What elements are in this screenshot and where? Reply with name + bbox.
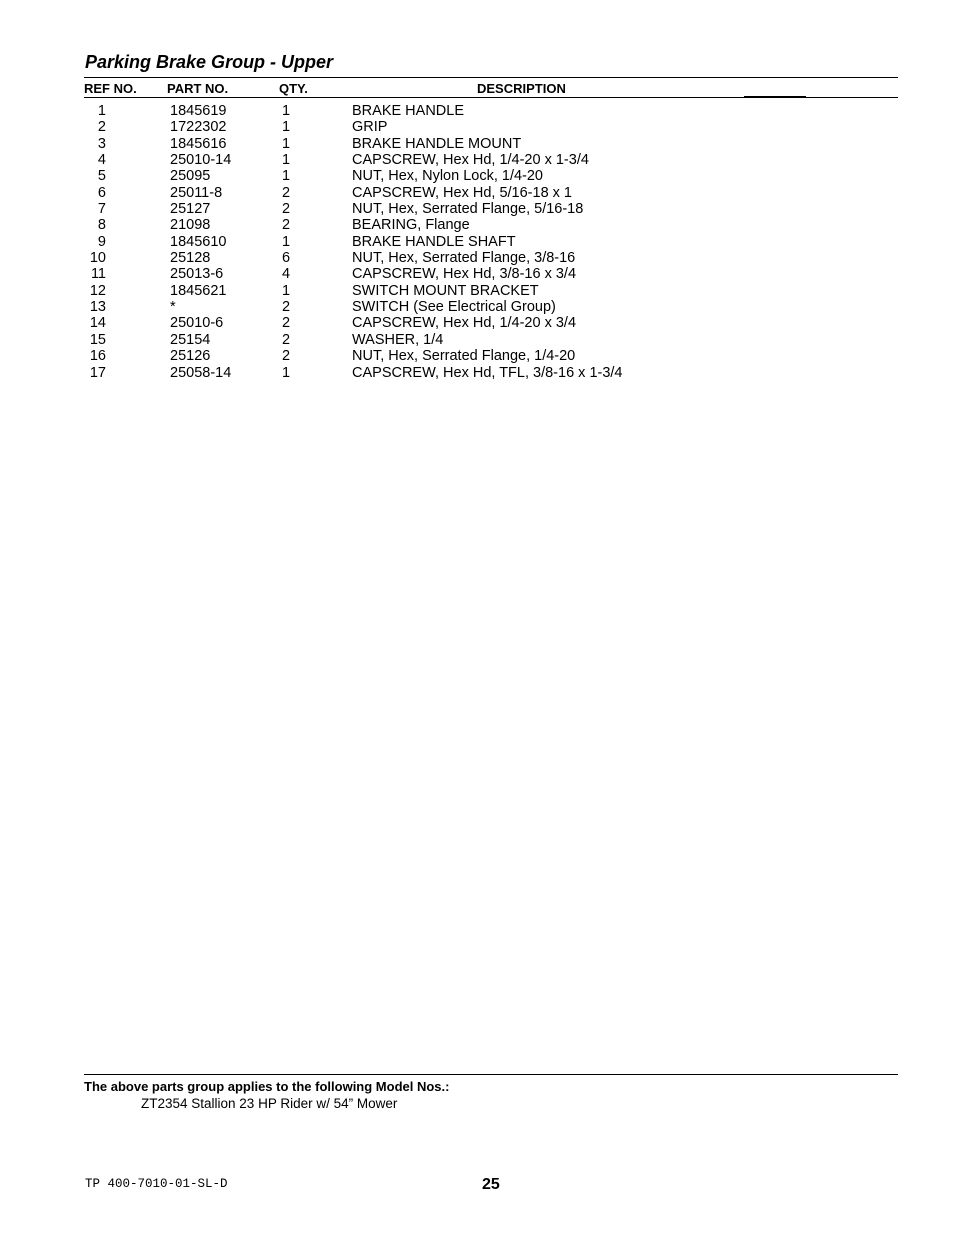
table-row (0, 217, 954, 233)
parts-table (0, 103, 954, 381)
description-cell: NUT, Hex, Serrated Flange, 3/8-16 (352, 250, 576, 267)
description-cell: CAPSCREW, Hex Hd, 5/16-18 x 1 (352, 184, 572, 201)
column-header-description: DESCRIPTION (477, 81, 566, 96)
qty-cell: 2 (282, 348, 291, 365)
part-no-cell: 25010-6 (170, 315, 224, 332)
description-cell: SWITCH (See Electrical Group) (352, 299, 556, 316)
description-cell: CAPSCREW, Hex Hd, 1/4-20 x 1-3/4 (352, 152, 589, 169)
qty-cell: 2 (282, 201, 291, 218)
ref-no-cell: 15 (89, 331, 106, 348)
table-row (0, 234, 954, 250)
ref-no-cell: 16 (89, 348, 106, 365)
table-row (0, 103, 954, 119)
ref-no-cell: 5 (97, 168, 106, 185)
table-row (0, 136, 954, 152)
qty-cell: 2 (282, 299, 291, 316)
page-title: Parking Brake Group - Upper (85, 52, 334, 72)
qty-cell: 1 (282, 152, 291, 169)
qty-cell: 4 (282, 266, 291, 283)
qty-cell: 2 (282, 184, 291, 201)
column-header-part-no: PART NO. (167, 81, 229, 96)
qty-cell: 1 (282, 364, 291, 381)
qty-cell: 2 (282, 315, 291, 332)
document-code: TP 400-7010-01-SL-D (85, 1177, 228, 1191)
description-cell: BRAKE HANDLE MOUNT (352, 135, 522, 152)
part-no-cell: 21098 (170, 217, 211, 234)
qty-cell: 1 (282, 135, 291, 152)
table-row (0, 299, 954, 315)
description-cell: CAPSCREW, Hex Hd, 1/4-20 x 3/4 (352, 315, 577, 332)
description-cell: NUT, Hex, Serrated Flange, 5/16-18 (352, 201, 584, 218)
qty-cell: 1 (282, 233, 291, 250)
table-row (0, 283, 954, 299)
table-row (0, 266, 954, 282)
top-divider (84, 77, 898, 78)
ref-no-cell: 3 (97, 135, 106, 152)
qty-cell: 1 (282, 168, 291, 185)
description-cell: GRIP (352, 119, 388, 136)
qty-cell: 2 (282, 217, 291, 234)
applies-to-heading: The above parts group applies to the following Model Nos.: (84, 1079, 450, 1094)
ref-no-cell: 9 (97, 233, 106, 250)
ref-no-cell: 11 (90, 266, 106, 283)
description-cell: CAPSCREW, Hex Hd, 3/8-16 x 3/4 (352, 266, 577, 283)
description-cell: WASHER, 1/4 (352, 331, 444, 348)
table-row (0, 315, 954, 331)
qty-cell: 1 (282, 119, 291, 136)
part-no-cell: 25126 (170, 348, 211, 365)
table-row (0, 168, 954, 184)
ref-no-cell: 2 (97, 119, 106, 136)
description-cell: BRAKE HANDLE (352, 103, 465, 119)
qty-cell: 6 (282, 250, 291, 267)
ref-no-cell: 13 (89, 299, 106, 316)
column-header-qty: QTY. (279, 81, 308, 96)
part-no-cell: 1845616 (170, 135, 227, 152)
ref-no-cell: 8 (97, 217, 106, 234)
table-row (0, 185, 954, 201)
part-no-cell: 25095 (170, 168, 211, 185)
header-divider-accent (744, 96, 806, 98)
part-no-cell: 1845610 (170, 233, 227, 250)
footer-divider (84, 1074, 898, 1075)
part-no-cell: * (170, 299, 176, 316)
page-number: 25 (482, 1176, 500, 1193)
table-row (0, 201, 954, 217)
table-row (0, 152, 954, 168)
ref-no-cell: 14 (89, 315, 106, 332)
ref-no-cell: 17 (89, 364, 106, 381)
ref-no-cell: 4 (97, 152, 106, 169)
ref-no-cell: 10 (89, 250, 106, 267)
description-cell: BEARING, Flange (352, 217, 470, 234)
part-no-cell: 1845619 (170, 103, 227, 119)
description-cell: BRAKE HANDLE SHAFT (352, 233, 516, 250)
part-no-cell: 25010-14 (170, 152, 232, 169)
column-header-ref-no: REF NO. (84, 81, 137, 96)
part-no-cell: 25128 (170, 250, 211, 267)
ref-no-cell: 1 (97, 103, 106, 119)
part-no-cell: 25013-6 (170, 266, 224, 283)
qty-cell: 2 (282, 331, 291, 348)
model-line: ZT2354 Stallion 23 HP Rider w/ 54” Mower (141, 1096, 398, 1111)
ref-no-cell: 7 (97, 201, 106, 218)
qty-cell: 1 (282, 103, 291, 119)
ref-no-cell: 12 (89, 282, 106, 299)
part-no-cell: 25058-14 (170, 364, 232, 381)
table-row (0, 332, 954, 348)
description-cell: CAPSCREW, Hex Hd, TFL, 3/8-16 x 1-3/4 (352, 364, 623, 381)
part-no-cell: 1722302 (170, 119, 227, 136)
ref-no-cell: 6 (97, 184, 106, 201)
qty-cell: 1 (282, 282, 291, 299)
part-no-cell: 25127 (170, 201, 211, 218)
table-row (0, 365, 954, 381)
description-cell: NUT, Hex, Serrated Flange, 1/4-20 (352, 348, 576, 365)
table-row (0, 250, 954, 266)
description-cell: NUT, Hex, Nylon Lock, 1/4-20 (352, 168, 543, 185)
part-no-cell: 25154 (170, 331, 211, 348)
part-no-cell: 25011-8 (170, 184, 223, 201)
table-row (0, 119, 954, 135)
description-cell: SWITCH MOUNT BRACKET (352, 282, 539, 299)
part-no-cell: 1845621 (170, 282, 227, 299)
table-row (0, 348, 954, 364)
